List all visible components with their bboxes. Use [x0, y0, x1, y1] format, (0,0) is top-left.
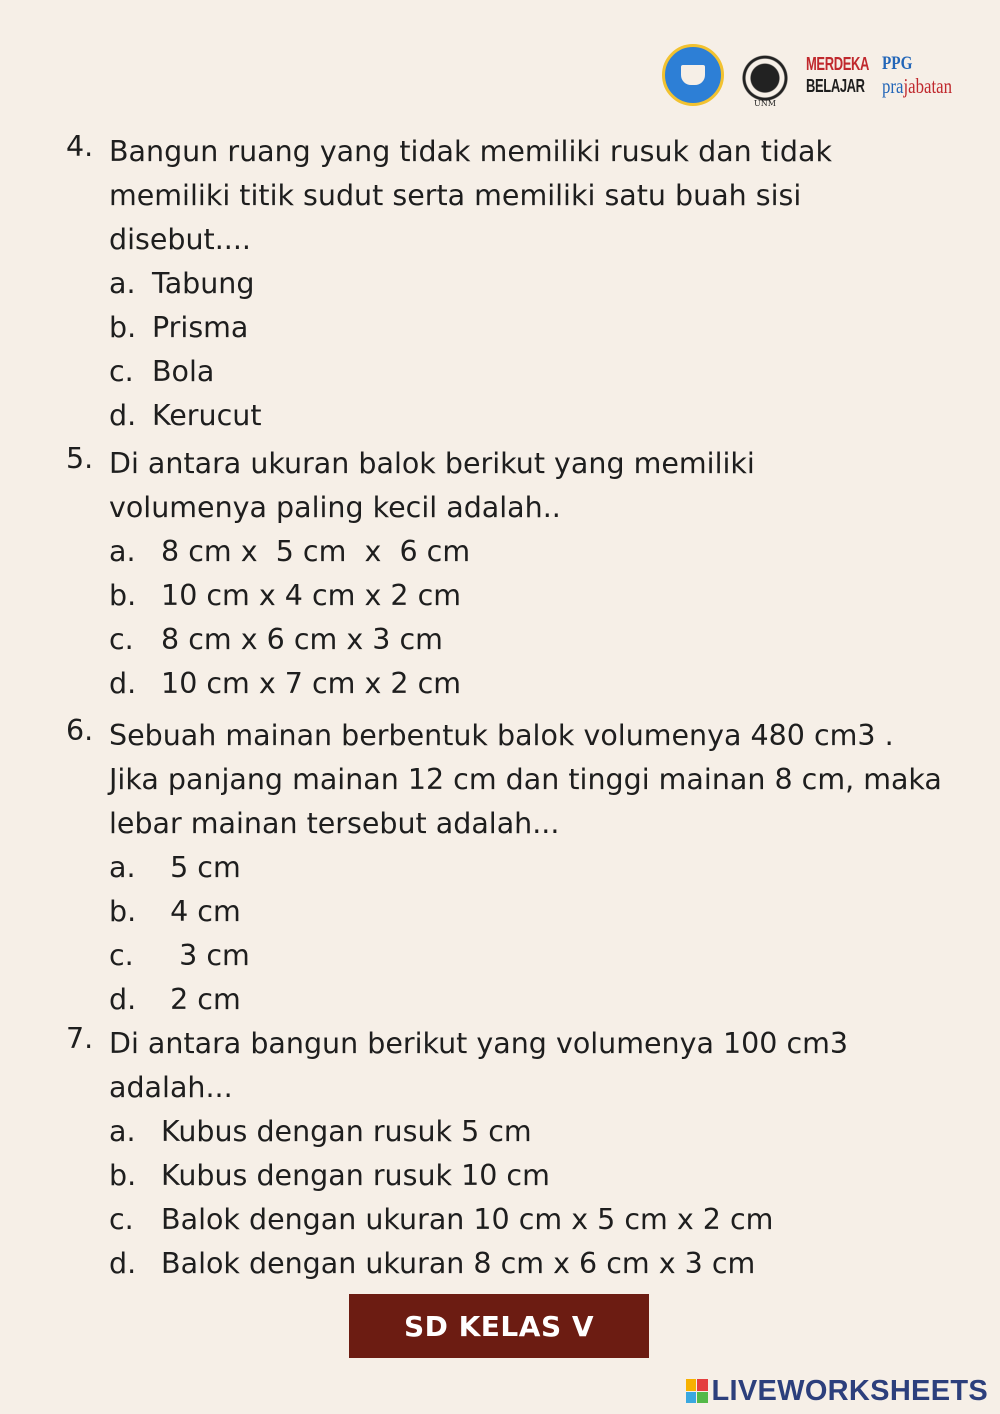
option-text: 10 cm x 4 cm x 2 cm	[152, 579, 462, 612]
option-d[interactable]	[109, 978, 966, 1022]
option-b[interactable]	[109, 306, 966, 350]
question-number: 4.	[66, 130, 94, 163]
question-stem: Bangun ruang yang tidak memiliki rusuk dan tidak memiliki titik sudut serta memiliki satu buah sisi disebut....	[109, 135, 832, 256]
question-6	[66, 714, 966, 1022]
liveworksheets-brand[interactable]	[686, 1376, 989, 1406]
option-text: 3 cm	[152, 939, 250, 972]
option-c[interactable]	[109, 350, 966, 394]
unm-logo-icon	[738, 44, 792, 106]
ppg-logo-line1: PPG	[882, 53, 913, 74]
option-label: a.	[109, 267, 136, 300]
option-text: 8 cm x 5 cm x 6 cm	[152, 535, 471, 568]
option-label: c.	[109, 623, 134, 656]
option-b[interactable]	[109, 890, 966, 934]
question-7	[66, 1022, 966, 1286]
option-text: Kubus dengan rusuk 5 cm	[152, 1115, 532, 1148]
question-number: 6.	[66, 714, 94, 747]
option-a[interactable]	[109, 262, 966, 306]
question-number: 7.	[66, 1022, 94, 1055]
option-text: Tabung	[152, 267, 255, 300]
question-stem: Sebuah mainan berbentuk balok volumenya 480 cm3 . Jika panjang mainan 12 cm dan tinggi mainan 8 cm, maka lebar mainan tersebut adalah...	[109, 719, 942, 840]
ppg-logo-line2-b: jabatan	[903, 74, 952, 98]
option-b[interactable]	[109, 574, 966, 618]
option-text: 2 cm	[152, 983, 241, 1016]
option-text: 4 cm	[152, 895, 241, 928]
question-number: 5.	[66, 442, 94, 475]
option-label: b.	[109, 1159, 137, 1192]
option-text: Kubus dengan rusuk 10 cm	[152, 1159, 550, 1192]
option-a[interactable]	[109, 1110, 966, 1154]
merdeka-belajar-logo	[806, 53, 870, 97]
option-label: a.	[109, 851, 136, 884]
option-label: b.	[109, 311, 137, 344]
ppg-logo-line2	[882, 74, 952, 98]
ppg-prajabatan-logo	[882, 53, 952, 98]
option-text: Kerucut	[152, 399, 262, 432]
option-text: Balok dengan ukuran 10 cm x 5 cm x 2 cm	[152, 1203, 774, 1236]
option-label: d.	[109, 1247, 137, 1280]
question-4	[66, 130, 966, 438]
option-label: b.	[109, 579, 137, 612]
option-b[interactable]	[109, 1154, 966, 1198]
merdeka-logo-line2: BELAJAR	[806, 76, 865, 96]
question-stem: Di antara ukuran balok berikut yang memiliki volumenya paling kecil adalah..	[109, 447, 755, 524]
ppg-logo-line2-a: pra	[882, 74, 904, 98]
header-logos	[662, 42, 954, 108]
option-text: 5 cm	[152, 851, 241, 884]
option-d[interactable]	[109, 662, 966, 706]
option-label: c.	[109, 1203, 134, 1236]
question-5	[66, 442, 966, 706]
option-text: Bola	[152, 355, 215, 388]
question-stem: Di antara bangun berikut yang volumenya 100 cm3 adalah...	[109, 1027, 849, 1104]
option-d[interactable]	[109, 394, 966, 438]
option-text: 10 cm x 7 cm x 2 cm	[152, 667, 462, 700]
option-label: b.	[109, 895, 137, 928]
kemdikbud-logo-icon	[662, 44, 724, 106]
option-d[interactable]	[109, 1242, 966, 1286]
option-c[interactable]	[109, 934, 966, 978]
option-label: a.	[109, 1115, 136, 1148]
option-label: c.	[109, 355, 134, 388]
option-label: d.	[109, 983, 137, 1016]
liveworksheets-logo-icon	[686, 1379, 708, 1403]
option-text: Prisma	[152, 311, 249, 344]
option-label: d.	[109, 667, 137, 700]
option-label: d.	[109, 399, 137, 432]
liveworksheets-wordmark: LIVEWORKSHEETS	[711, 1374, 988, 1407]
option-c[interactable]	[109, 618, 966, 662]
option-label: a.	[109, 535, 136, 568]
option-c[interactable]	[109, 1198, 966, 1242]
option-text: 8 cm x 6 cm x 3 cm	[152, 623, 443, 656]
option-text: Balok dengan ukuran 8 cm x 6 cm x 3 cm	[152, 1247, 756, 1280]
option-a[interactable]	[109, 846, 966, 890]
option-label: c.	[109, 939, 134, 972]
question-list	[66, 130, 966, 1286]
unm-logo-caption: UNM	[754, 99, 776, 108]
class-level-banner: SD KELAS V	[349, 1294, 649, 1358]
merdeka-logo-line1: MERDEKA	[806, 54, 870, 74]
option-a[interactable]	[109, 530, 966, 574]
